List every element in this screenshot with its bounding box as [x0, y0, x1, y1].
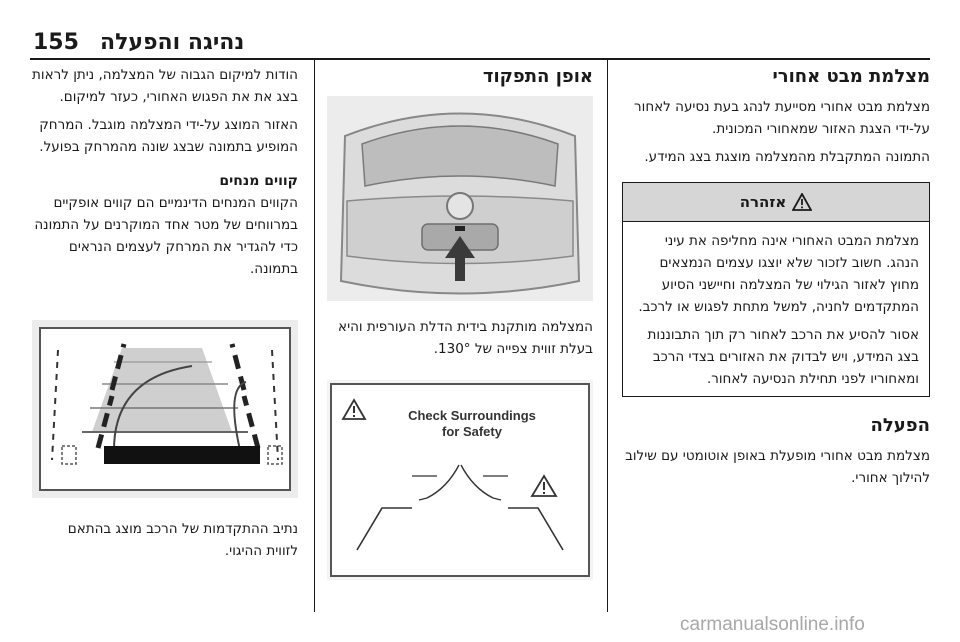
caption-vehicle-path: נתיב ההתקדמות של הרכב מוצג בהתאם לזווית ההיגוי. [67, 521, 298, 559]
column-divider-left [314, 60, 315, 612]
guidelines-illustration [32, 320, 298, 498]
warning-header [623, 183, 929, 222]
running-title: נהיגה והפעלה [100, 30, 245, 55]
screen-alert-line-1: Check Surroundings [408, 408, 536, 423]
caption-path-block [32, 518, 298, 562]
column-left [32, 64, 298, 280]
paragraph-activation: מצלמת מבט אחורי מופעלת באופן אוטומטי עם שילוב להילוך אחורי. [625, 448, 930, 486]
warning-title: אזהרה [739, 193, 787, 211]
screen-alert-line-2: for Safety [442, 424, 502, 439]
section-heading-activation: הפעלה [870, 415, 930, 436]
section-heading-rear-camera: מצלמת מבט אחורי [772, 66, 930, 87]
header-rule [30, 58, 930, 60]
paragraph-limited-area: האזור המוצג על-ידי המצלמה מוגבל. המרחק המופיע בתמונה שבצג שונה מהמרחק בפועל. [39, 117, 298, 155]
figure-display-screen [327, 380, 593, 580]
paragraph-intro: מצלמת מבט אחורי מסייעת לנהג בעת נסיעה לאחור על-ידי הצגת האזור שמאחורי המכונית. [634, 99, 930, 137]
screen-alert-text [397, 408, 547, 440]
figure-guidelines [32, 320, 298, 498]
warning-body [623, 222, 929, 396]
warning-triangle-icon [792, 193, 812, 211]
tailgate-camera-illustration [327, 96, 593, 301]
column-divider-right [607, 60, 608, 612]
page-header [0, 0, 960, 58]
warning-paragraph-2: אסור להסיע את הרכב לאחור רק תוך התבוננות בצג המידע, ויש לבדוק את האזורים בצדי הרכב ומאחוריו לפני תחילת הנסיעה לאחור. [647, 327, 919, 387]
warning-box [622, 182, 930, 397]
paragraph-guidelines: הקווים המנחים הדינמיים הם קווים אופקיים במרווחים של מטר אחד המוקרנים על התמונה כדי להגדיר את המרחק לעצמים הנראים בתמונה. [34, 195, 298, 277]
paragraph-display: התמונה המתקבלת מהמצלמה מוצגת בצג המידע. [644, 149, 930, 165]
warning-paragraph-1: מצלמת המבט האחורי אינה מחליפה את עיני הנהג. חשוב לזכור שלא יוצגו עצמים הנמצאים מחוץ לאזור הגילוי של המצלמה וחיישני הסיוע המתקדמים לחניה, למשל מתחת לפגוש או לרכב. [638, 233, 919, 315]
caption-camera-location: המצלמה מותקנת בידית הדלת העורפית והיא בעלת זווית צפייה של 130°. [338, 319, 593, 357]
page-number: 155 [33, 30, 79, 55]
paragraph-camera-height: הודות למיקום הגבוה של המצלמה, ניתן לראות בצג את את הפגוש האחורי, כעזר למיקום. [32, 67, 298, 105]
section-heading-guidelines: קווים מנחים [219, 173, 298, 189]
footer-watermark: carmanualsonline.info [680, 614, 865, 635]
column-middle [327, 64, 593, 90]
figure-camera-location [327, 96, 593, 301]
column-right [622, 64, 930, 489]
caption-camera-block [327, 316, 593, 360]
section-heading-function: אופן התפקוד [482, 66, 593, 87]
